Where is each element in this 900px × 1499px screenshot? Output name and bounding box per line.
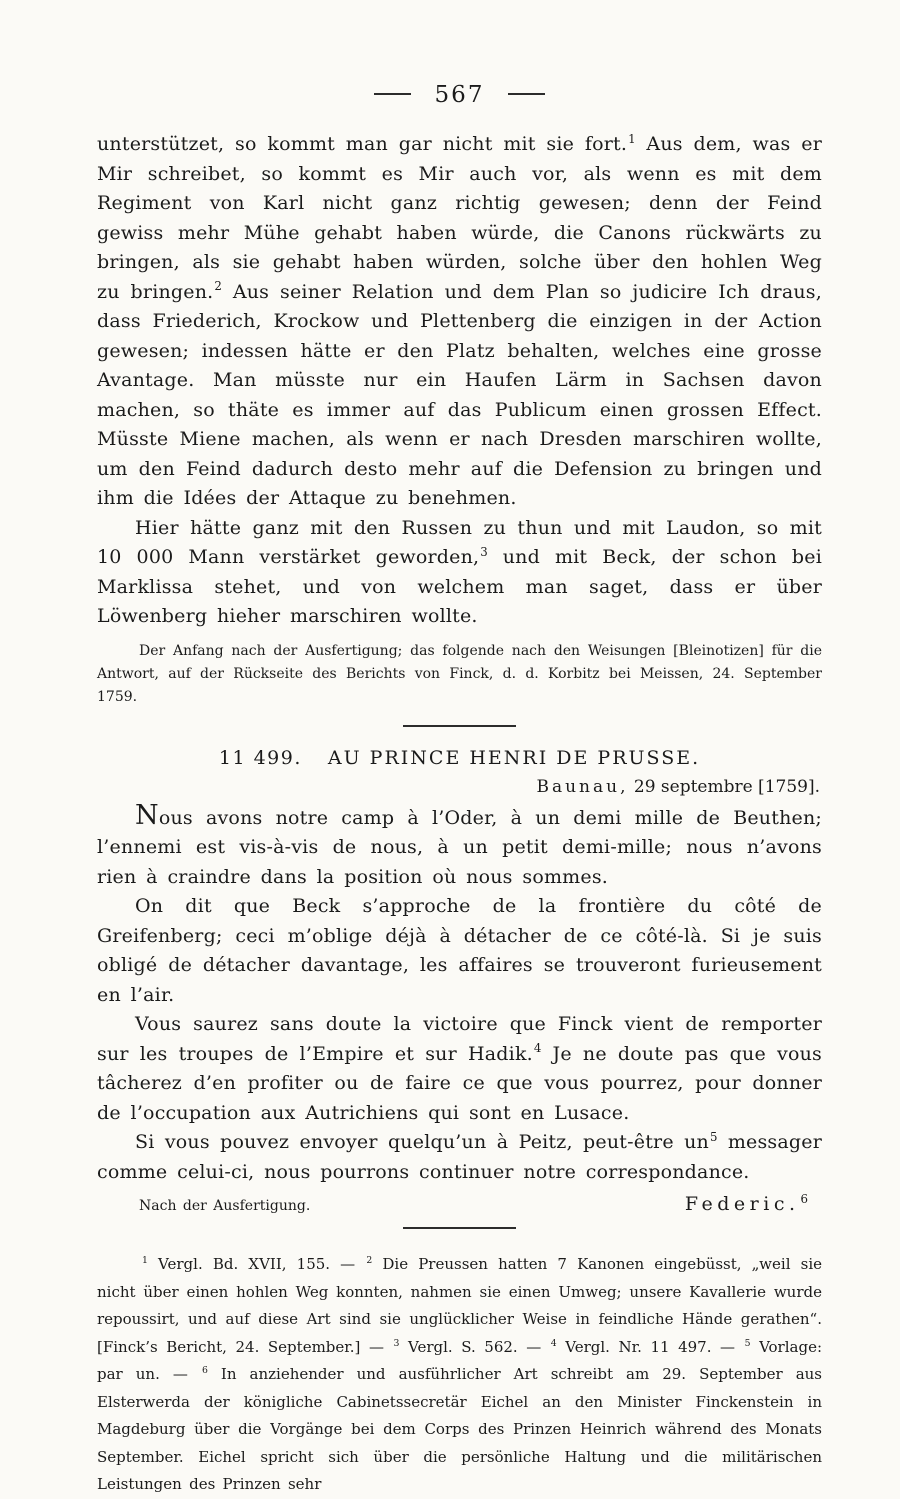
separator-rule-2	[403, 1227, 516, 1229]
signature	[685, 1193, 808, 1215]
footnote-ref-3: 3	[480, 544, 488, 559]
paragraph-text: unterstützet, so kommt man gar nicht mit sie fort.	[97, 133, 628, 155]
footnote-marker-6: 6	[201, 1365, 208, 1376]
letter-paragraph-1	[97, 801, 822, 893]
signature-name: Federic.	[684, 1193, 800, 1215]
paragraph-text: Si vous pouvez envoyer quelqu’un à Peitz, peut-être un	[135, 1131, 709, 1153]
footnotes-block	[97, 1251, 822, 1499]
letter-paragraph-3	[97, 1010, 822, 1128]
paragraph-text: messager comme celui-ci, nous pourrons continuer notre correspondance.	[97, 1131, 823, 1183]
dateline-place: Baunau,	[536, 776, 629, 797]
german-paragraph-1	[97, 130, 822, 514]
letter-paragraph-2: On dit que Beck s’approche de la frontière du côté de Greifenberg; ceci m’oblige déjà à détacher de ce côté-là. Si je suis obligé de détacher davantage, les affaires se trouveront furieusement en l’air.	[97, 895, 822, 1006]
footnote-text-1: Vergl. Bd. XVII, 155. —	[147, 1255, 366, 1273]
letter-paragraph-4	[97, 1128, 822, 1187]
source-note: Nach der Ausfertigung.	[139, 1198, 311, 1214]
paragraph-text: ous avons notre camp à l’Oder, à un demi mille de Beuthen; l’ennemi est vis-à-vis de nous, à un petit demi-mille; nous n’avons rien à craindre dans la position où nous sommes.	[97, 806, 822, 888]
footnote-marker-4: 4	[550, 1337, 557, 1349]
running-header	[97, 82, 822, 108]
footnote-marker-3: 3	[393, 1337, 400, 1349]
footnote-text-6: In anziehender und ausführlicher Art schreibt am 29. September aus Elsterwerda der königliche Cabinetssecretär Eichel an den Minister Finckenstein in Magdeburg über die Vorgänge bei dem Corps des Prinzen Heinrich während des Monats September. Eichel spricht sich über die persönliche Haltung und die militärischen Leistungen des Prinzen sehr	[97, 1365, 822, 1493]
separator-rule-1	[403, 725, 516, 727]
signature-row	[97, 1193, 822, 1215]
paragraph-text: Aus dem, was er Mir schreibet, so kommt es Mir auch vor, als wenn es mit dem Regiment von Karl nicht ganz richtig gewesen; denn der Feind gewiss mehr Mühe gehabt haben würde, die Canons rückwärts zu bringen, als sie gehabt haben würden, solche über den hohlen Weg zu bringen.	[97, 133, 822, 303]
footnote-text-3: Vergl. S. 562. —	[399, 1337, 550, 1356]
header-dash-left	[374, 93, 411, 95]
footnote-ref-5: 5	[709, 1129, 718, 1144]
dateline	[97, 777, 820, 797]
footnote-text-5: Vorlage: par un. —	[97, 1337, 822, 1383]
letter-number: 11 499.	[218, 746, 302, 769]
footnote-text-4: Vergl. Nr. 11 497. —	[556, 1337, 744, 1356]
footnote-ref-4: 4	[533, 1041, 542, 1056]
footnote-marker-5: 5	[744, 1337, 751, 1349]
header-dash-right	[508, 93, 545, 95]
footnote-marker-1: 1	[142, 1255, 148, 1266]
letter-heading	[97, 747, 822, 769]
dateline-date: 29 septembre [1759].	[628, 776, 820, 797]
footnote-ref-2: 2	[214, 279, 222, 294]
footnote-ref-6: 6	[800, 1191, 808, 1206]
footnote-marker-2: 2	[366, 1255, 373, 1266]
paragraph-text: Hier hätte ganz mit den Russen zu thun und mit Laudon, so mit 10 000 Mann verstärket geworden,	[97, 516, 822, 568]
paragraph-text: Aus seiner Relation und dem Plan so judicire Ich draus, dass Friederich, Krockow und Plettenberg die einzigen in der Action gewesen; indessen hätte er den Platz behalten, welches eine grosse Avantage. Man müsste nur ein Haufen Lärm in Sachsen davon machen, so thäte es immer auf das Publicum einen grossen Effect. Müsste Miene machen, als wenn er nach Dresden marschiren wollte, um den Feind dadurch desto mehr auf die Defension zu bringen und ihm die Idées der Attaque zu benehmen.	[97, 280, 822, 509]
footnote-text-2: Die Preussen hatten 7 Kanonen eingebüsst, „weil sie nicht über einen hohlen Weg konnten, nahmen sie einen Umweg; unsere Kavallerie wurde repoussirt, und auf diese Art sind sie unglücklicher Weise in feindliche Hände gerathen“. [Finck’s Bericht, 24. September.] —	[97, 1255, 822, 1356]
paragraph-text: und mit Beck, der schon bei Marklissa stehet, und von welchem man saget, dass er über Löwenberg hieher marschiren wollte.	[97, 546, 822, 627]
provenance-note: Der Anfang nach der Ausfertigung; das folgende nach den Weisungen [Bleinotizen] für die Antwort, auf der Rückseite des Berichts von Finck, d. d. Korbitz bei Meissen, 24. September 1759.	[97, 642, 822, 705]
page-number: 567	[434, 82, 485, 108]
paragraph-text: Vous saurez sans doute la victoire que Finck vient de remporter sur les troupes de l’Empire et sur Hadik.	[97, 1013, 822, 1065]
paragraph-text: Je ne doute pas que vous tâcherez d’en profiter ou de faire ce que vous pourrez, pour donner de l’occupation aux Autrichiens qui sont en Lusace.	[97, 1042, 822, 1124]
drop-cap-initial: N	[135, 799, 159, 831]
german-paragraph-2	[97, 514, 822, 632]
letter-title: AU PRINCE HENRI DE PRUSSE.	[327, 746, 701, 769]
footnote-ref-1: 1	[628, 131, 636, 146]
